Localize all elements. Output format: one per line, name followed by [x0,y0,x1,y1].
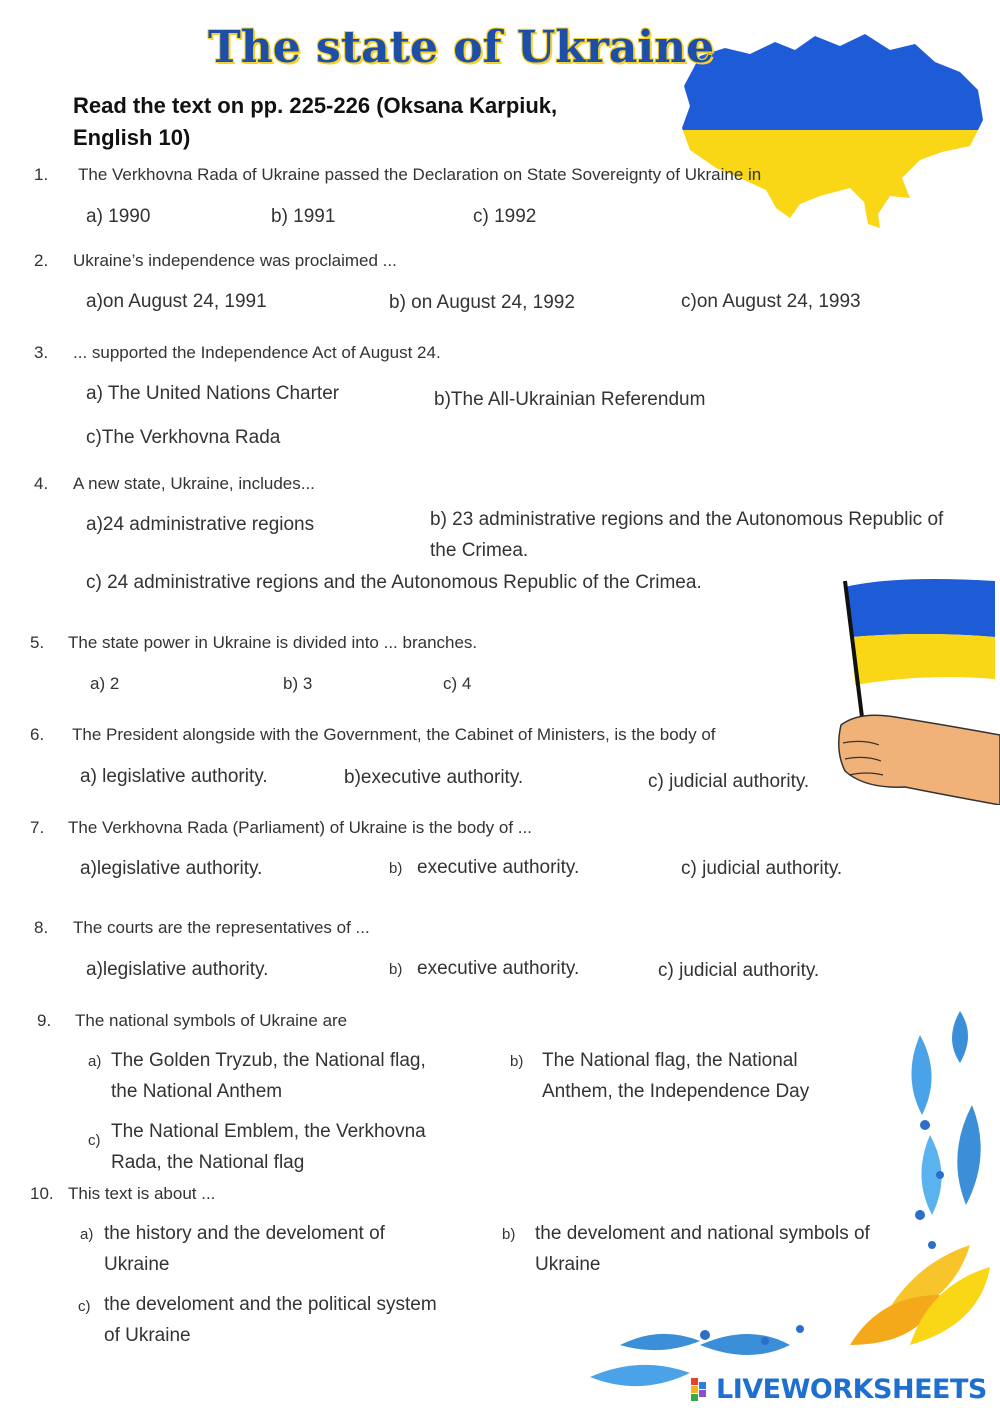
question-number: 10. [30,1184,54,1203]
question-number: 4. [34,474,49,493]
answer-option[interactable]: b)The All-Ukrainian Referendum [434,389,706,410]
answer-option-label: c) [78,1298,91,1315]
answer-option-label: a) [80,1226,94,1243]
answer-option[interactable]: a)on August 24, 1991 [86,291,267,312]
question-number: 9. [37,1011,52,1030]
ukraine-map-image [680,28,985,233]
answer-option[interactable]: c) judicial authority. [648,771,810,792]
question-text: The state power in Ukraine is divided into ... branches. [68,633,478,652]
answer-option[interactable]: the develoment and the political system [104,1294,437,1315]
answer-option[interactable]: a) 2 [90,674,120,693]
answer-option[interactable]: executive authority. [417,958,580,979]
answer-option[interactable]: c)on August 24, 1993 [681,291,861,312]
liveworksheets-logo-text: LIVEWORKSHEETS [716,1374,987,1405]
answer-option-continued[interactable]: of Ukraine [104,1325,191,1346]
question-text: The Verkhovna Rada (Parliament) of Ukraine is the body of ... [68,818,532,837]
question-text: ... supported the Independence Act of August 24. [73,343,441,362]
question-number: 5. [30,633,45,652]
question-text: This text is about ... [68,1184,216,1203]
answer-option[interactable]: c) 4 [443,674,472,693]
answer-option-continued[interactable]: Ukraine [535,1254,601,1275]
answer-option[interactable]: a)legislative authority. [80,858,263,879]
question-number: 2. [34,251,49,270]
question-text: The courts are the representatives of ... [73,918,370,937]
answer-option[interactable]: a)24 administrative regions [86,514,315,535]
answer-option-continued[interactable]: Rada, the National flag [111,1152,305,1173]
answer-option[interactable]: b) 1991 [271,206,336,227]
question-text: A new state, Ukraine, includes... [73,474,315,493]
question-number: 1. [34,165,49,184]
answer-option-continued[interactable]: the National Anthem [111,1081,283,1102]
answer-option[interactable]: The Golden Tryzub, the National flag, [111,1050,426,1071]
answer-option[interactable]: a) legislative authority. [80,766,268,787]
answer-option[interactable]: a) 1990 [86,206,151,227]
question-text: The President alongside with the Government, the Cabinet of Ministers, is the body of [72,725,716,744]
answer-option[interactable]: The National flag, the National [542,1050,798,1071]
question-number: 3. [34,343,49,362]
answer-option[interactable]: c) 1992 [473,206,537,227]
answer-option[interactable]: The National Emblem, the Verkhovna [111,1121,426,1142]
answer-option[interactable]: b) 3 [283,674,313,693]
worksheet-subtitle-line1: Read the text on pp. 225-226 (Oksana Karpiuk, [73,93,558,118]
answer-option-label: b) [510,1053,524,1070]
flag-in-hand-image [835,575,1000,805]
answer-option[interactable]: a)legislative authority. [86,959,269,980]
liveworksheets-logo-icon [690,1376,716,1404]
question-number: 7. [30,818,45,837]
answer-option-label: b) [389,961,403,978]
answer-option-label: c) [88,1132,101,1149]
answer-option-label: b) [389,860,403,877]
question-number: 6. [30,725,45,744]
worksheet-subtitle-line2: English 10) [73,125,191,150]
answer-option[interactable]: b)executive authority. [344,767,524,788]
answer-option[interactable]: the history and the develoment of [104,1223,385,1244]
answer-option[interactable]: b) on August 24, 1992 [389,292,575,313]
answer-option-continued[interactable]: Anthem, the Independence Day [542,1081,810,1102]
answer-option[interactable]: executive authority. [417,857,580,878]
answer-option-label: a) [88,1053,102,1070]
question-text: The national symbols of Ukraine are [75,1011,348,1030]
question-text: The Verkhovna Rada of Ukraine passed the Declaration on State Sovereignty of Ukraine in [78,165,762,184]
answer-option-continued[interactable]: Ukraine [104,1254,170,1275]
answer-option[interactable]: a) The United Nations Charter [86,383,340,404]
answer-option[interactable]: c)The Verkhovna Rada [86,427,281,448]
worksheet-title: The state of Ukraine [208,22,715,73]
question-number: 8. [34,918,49,937]
answer-option[interactable]: b) 23 administrative regions and the Autonomous Republic of [430,509,944,530]
answer-option-label: b) [502,1226,516,1243]
answer-option-continued[interactable]: the Crimea. [430,540,529,561]
question-text: Ukraine’s independence was proclaimed ... [73,251,397,270]
answer-option[interactable]: c) 24 administrative regions and the Autonomous Republic of the Crimea. [86,572,702,593]
answer-option[interactable]: c) judicial authority. [658,960,820,981]
answer-option[interactable]: c) judicial authority. [681,858,843,879]
answer-option[interactable]: the develoment and national symbols of [535,1223,870,1244]
